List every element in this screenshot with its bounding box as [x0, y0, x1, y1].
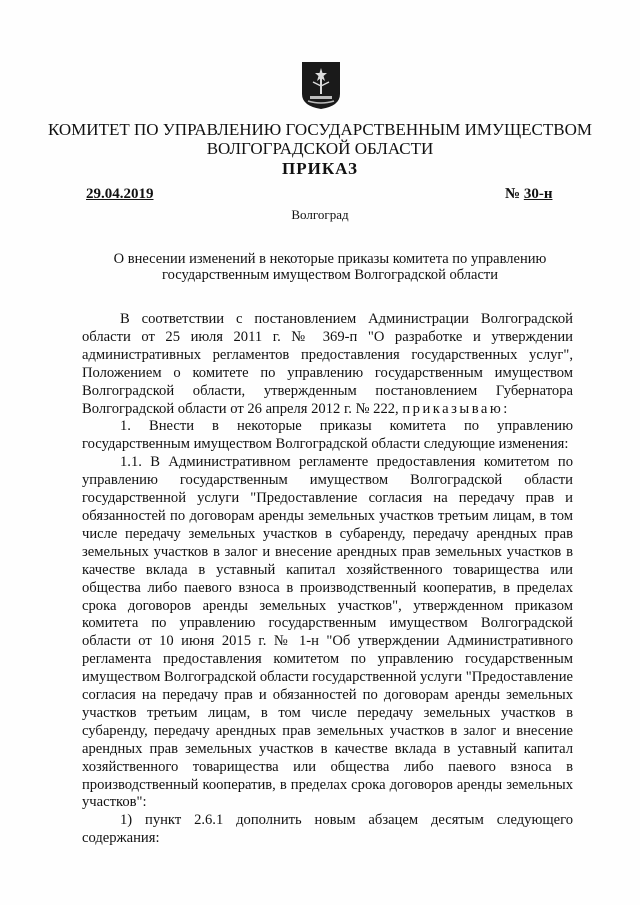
organization-name-line-2: ВОЛГОГРАДСКОЙ ОБЛАСТИ — [206, 139, 434, 158]
preamble-paragraph — [82, 311, 573, 418]
order-subject — [80, 251, 580, 283]
coat-of-arms-emblem — [300, 60, 342, 110]
order-date: 29.04.2019 — [86, 186, 154, 202]
subject-line-2: государственным имуществом Волгоградской области — [162, 267, 498, 283]
number-sign: № — [505, 186, 521, 202]
letterhead — [0, 120, 640, 180]
organization-name-line-1: КОМИТЕТ ПО УПРАВЛЕНИЮ ГОСУДАРСТВЕННЫМ ИМУЩЕСТВОМ — [47, 120, 592, 139]
subject-line-1: О внесении изменений в некоторые приказы комитета по управлению — [113, 251, 547, 267]
document-type-title: ПРИКАЗ — [282, 159, 358, 178]
sub-item-1-paragraph: 1) пункт 2.6.1 дополнить новым абзацем десятым следующего содержания: — [82, 812, 573, 847]
coat-of-arms-icon — [300, 60, 342, 110]
number-value: 30-н — [523, 186, 553, 202]
item-1-1-paragraph: 1.1. В Административном регламенте предоставления комитетом по управлению государственным имуществом Волгоградской области государственной услуги "Предоставление согласия на передачу прав и обязанностей по договорам аренды земельных участков третьим лицам, в том числе передачу земельных участков в субаренду, передачу арендных прав земельных участков в залог и внесение арендных прав земельных участков в качестве вклада в уставный капитал хозяйственного товарищества или общества либо паевого взноса в производственный кооператив, в пределах срока договоров аренды земельных участков", утвержденном приказом комитета по управлению государственным имуществом Волгоградской области от 10 июня 2015 г. № 1-н "Об утверждении Административного регламента предоставления комитетом по управлению государственным имуществом Волгоградской области государственной услуги "Предоставление согласия на передачу прав и обязанностей по договорам аренды земельных участков третьим лицам, в том числе передачу земельных участков в субаренду, передачу арендных прав земельных участков в залог и внесение арендных прав земельных участков в качестве вклада в уставный капитал хозяйственного товарищества или общества либо паевого взноса в производственный кооператив, в пределах срока договоров аренды земельных участков": — [82, 454, 573, 811]
item-1-paragraph: 1. Внести в некоторые приказы комитета по управлению государственным имуществом Волгоградской области следующие изменения: — [82, 418, 573, 453]
order-number — [505, 186, 552, 203]
preamble-text: В соответствии с постановлением Администрации Волгоградской области от 25 июля 2011 г. № 369-п "О разработке и утверждении административных регламентов предоставления государственных услуг", Положением о комитете по управлению государственным имуществом Волгоградской области, утвержденным постановлением Губернатора Волгоградской области от 26 апреля 2012 г. № 222, — [82, 311, 573, 417]
city-name: Волгоград — [291, 207, 349, 222]
order-body — [82, 311, 573, 848]
order-word: приказываю: — [402, 400, 510, 417]
